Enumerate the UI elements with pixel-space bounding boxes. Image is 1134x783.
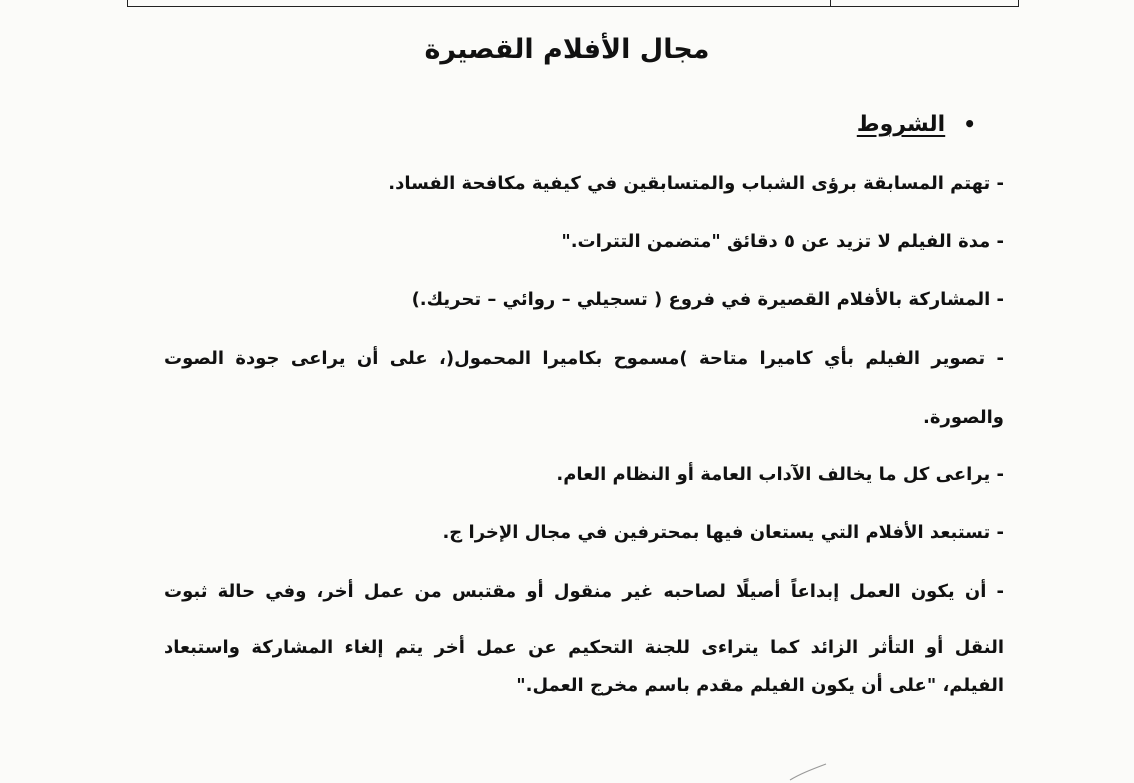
header-table-divider	[830, 0, 831, 6]
condition-line-2: - مدة الفيلم لا تزيد عن ٥ دقائق "متضمن التترات."	[561, 231, 1004, 252]
condition-line-4: - تصوير الفيلم بأي كاميرا متاحة )مسموح بكاميرا المحمول(، على أن يراعى جودة الصوت	[164, 348, 1004, 369]
condition-line-3: - المشاركة بالأفلام القصيرة في فروع ( تسجيلي – روائي – تحريك.)	[411, 289, 1004, 310]
page-title: مجال الأفلام القصيرة	[424, 34, 710, 65]
condition-line-1: - تهتم المسابقة برؤى الشباب والمتسابقين في كيفية مكافحة الفساد.	[388, 173, 1004, 194]
condition-line-7-continued-1: النقل أو التأثر الزائد كما يتراءى للجنة التحكيم عن عمل أخر يتم إلغاء المشاركة واستبعاد	[164, 637, 1004, 658]
condition-line-7-continued-2: الفيلم، "على أن يكون الفيلم مقدم باسم مخرج العمل."	[516, 675, 1004, 696]
condition-line-4-continued: والصورة.	[923, 407, 1004, 428]
condition-line-7: - أن يكون العمل إبداعاً أصيلًا لصاحبه غير منقول أو مقتبس من عمل أخر، وفي حالة ثبوت	[164, 581, 1004, 602]
bullet-icon: •	[963, 112, 976, 136]
condition-line-6: - تستبعد الأفلام التي يستعان فيها بمحترفين في مجال الإخرا ج.	[442, 522, 1004, 543]
pen-mark	[788, 762, 828, 782]
condition-line-5: - يراعى كل ما يخالف الآداب العامة أو النظام العام.	[556, 464, 1004, 485]
section-heading	[857, 108, 976, 141]
header-table-border	[127, 0, 1019, 7]
section-heading-label: الشروط	[856, 112, 946, 137]
